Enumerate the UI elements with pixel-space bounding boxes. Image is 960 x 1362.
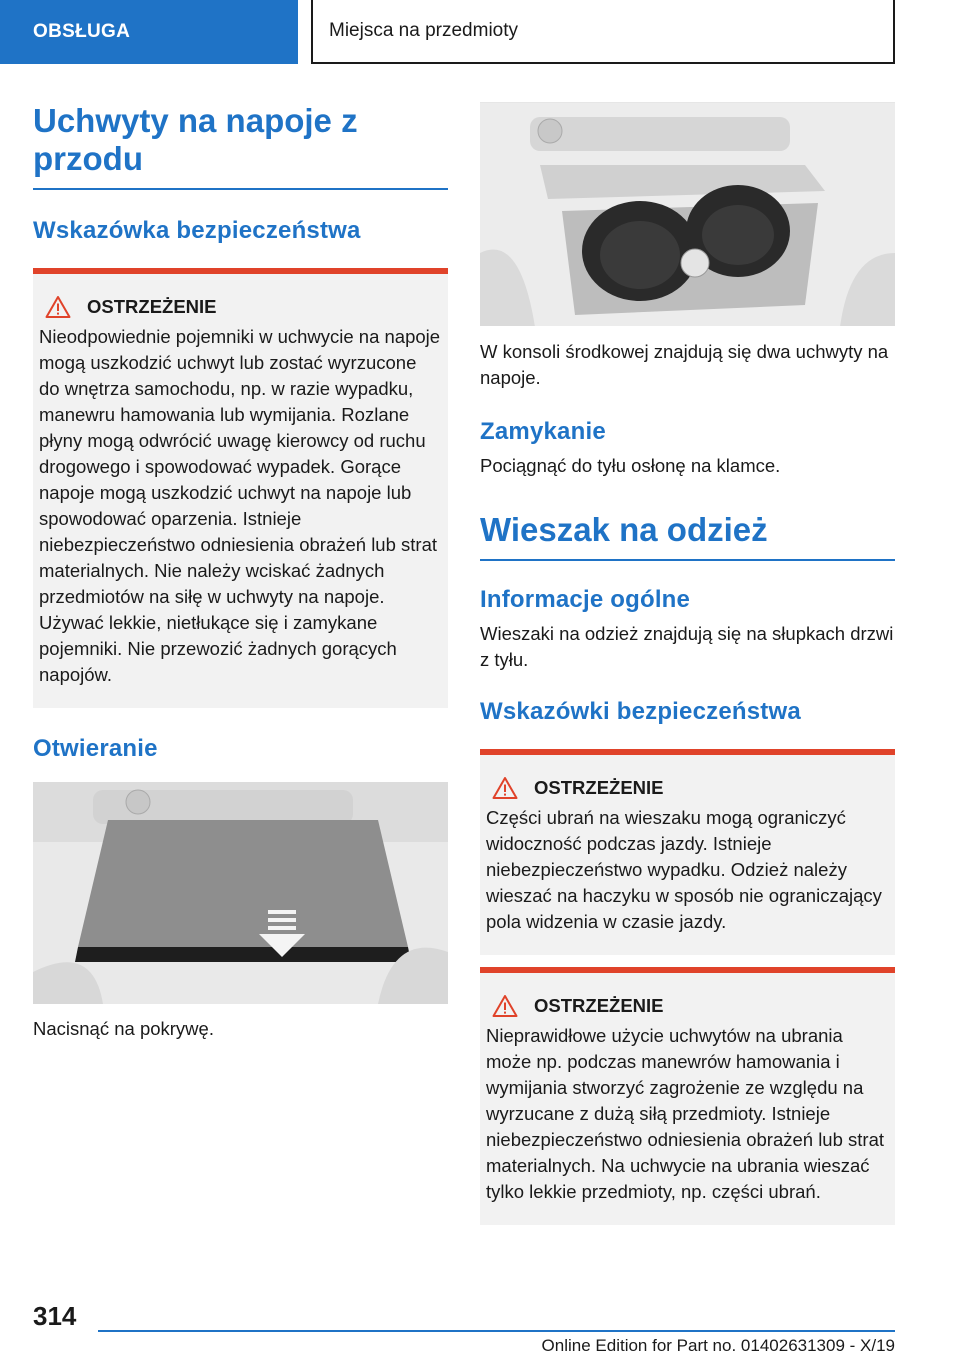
page-number: 314 [33,1301,77,1331]
warning-triangle-icon [492,776,518,800]
warning-body: Nieprawidłowe użycie uchwytów na ubrania może np. podczas manewrów hamowania i wymijania stworzyć zagrożenie ze względu na wyrzucane z dużą siłą przedmioty. Istnieje niebezpieczeństwo odniesienia obrażeń lub strat materialnych. Na uchwycie na ubrania wieszać tylko lekkie przedmioty, np. części ubrań. [486,1025,885,1202]
title-rule [33,188,448,190]
section-tab: OBSŁUGA [0,0,298,64]
close-heading: Zamykanie [480,418,606,445]
edition-note: Online Edition for Part no. 01402631309 - X/19 [541,1336,895,1355]
general-text: Wieszaki na odzież znajdują się na słupkach drzwi z tyłu. [480,623,894,670]
warning-triangle-icon [45,295,71,319]
warning-title-row [39,294,442,320]
intro-text: W konsoli środkowej znajdują się dwa uchwyty na napoje. [480,341,889,388]
warning-triangle-icon [492,994,518,1018]
right-column [480,102,895,1225]
warning-box [480,749,895,955]
footer-rule [98,1330,895,1332]
warning-body: Nieodpowiednie pojemniki w uchwycie na napoje mogą uszkodzić uchwyt lub zostać wyrzucone do wnętrza samochodu, np. w razie wypadku, manewru hamowania lub wymijania. Rozlane płyny mogą odwrócić uwagę kierowcy od ruchu drogowego i spowodować wypadek. Gorące napoje mogą uszkodzić uchwyt na napoje lub spowodować oparzenia. Istnieje niebezpieczeństwo odniesienia obrażeń lub strat materialnych. Nie należy wciskać żadnych przedmiotów na siłę w uchwyty na napoje. Używać lekkie, nietłukące się i zamykane pojemniki. Nie przewozić żadnych gorących napojów. [39,326,441,685]
warning-box [480,967,895,1225]
cupholder-closed-photo [33,782,448,1004]
left-column [33,102,448,1042]
warning-body: Części ubrań na wieszaku mogą ograniczyć widoczność podczas jazdy. Istnieje niebezpieczeństwo wypadku. Odzież należy wieszać na haczyku w sposób nie ograniczający pola widzenia w czasie jazdy. [486,807,882,932]
warning-title-row [486,993,889,1019]
close-instruction: Pociągnąć do tyłu osłonę na klamce. [480,455,781,476]
warning-title: OSTRZEŻENIE [534,777,664,798]
warning-box [33,268,448,708]
warning-title: OSTRZEŻENIE [87,296,217,317]
warning-title-row [486,775,889,801]
open-instruction: Nacisnąć na pokrywę. [33,1018,214,1039]
open-heading: Otwieranie [33,735,158,762]
general-heading: Informacje ogólne [480,586,691,613]
safety-heading: Wskazówka bezpieczeństwa [33,217,361,244]
safety-heading: Wskazówki bezpieczeństwa [480,698,801,725]
chapter-tab: Miejsca na przedmioty [311,0,895,64]
section-title-cupholders: Uchwyty na napoje z przodu [33,102,358,177]
page-header [0,0,960,66]
warning-title: OSTRZEŻENIE [534,995,664,1016]
cupholder-open-photo [480,102,895,326]
section-title-hooks: Wieszak na odzież [480,511,768,548]
title-rule [480,559,895,561]
